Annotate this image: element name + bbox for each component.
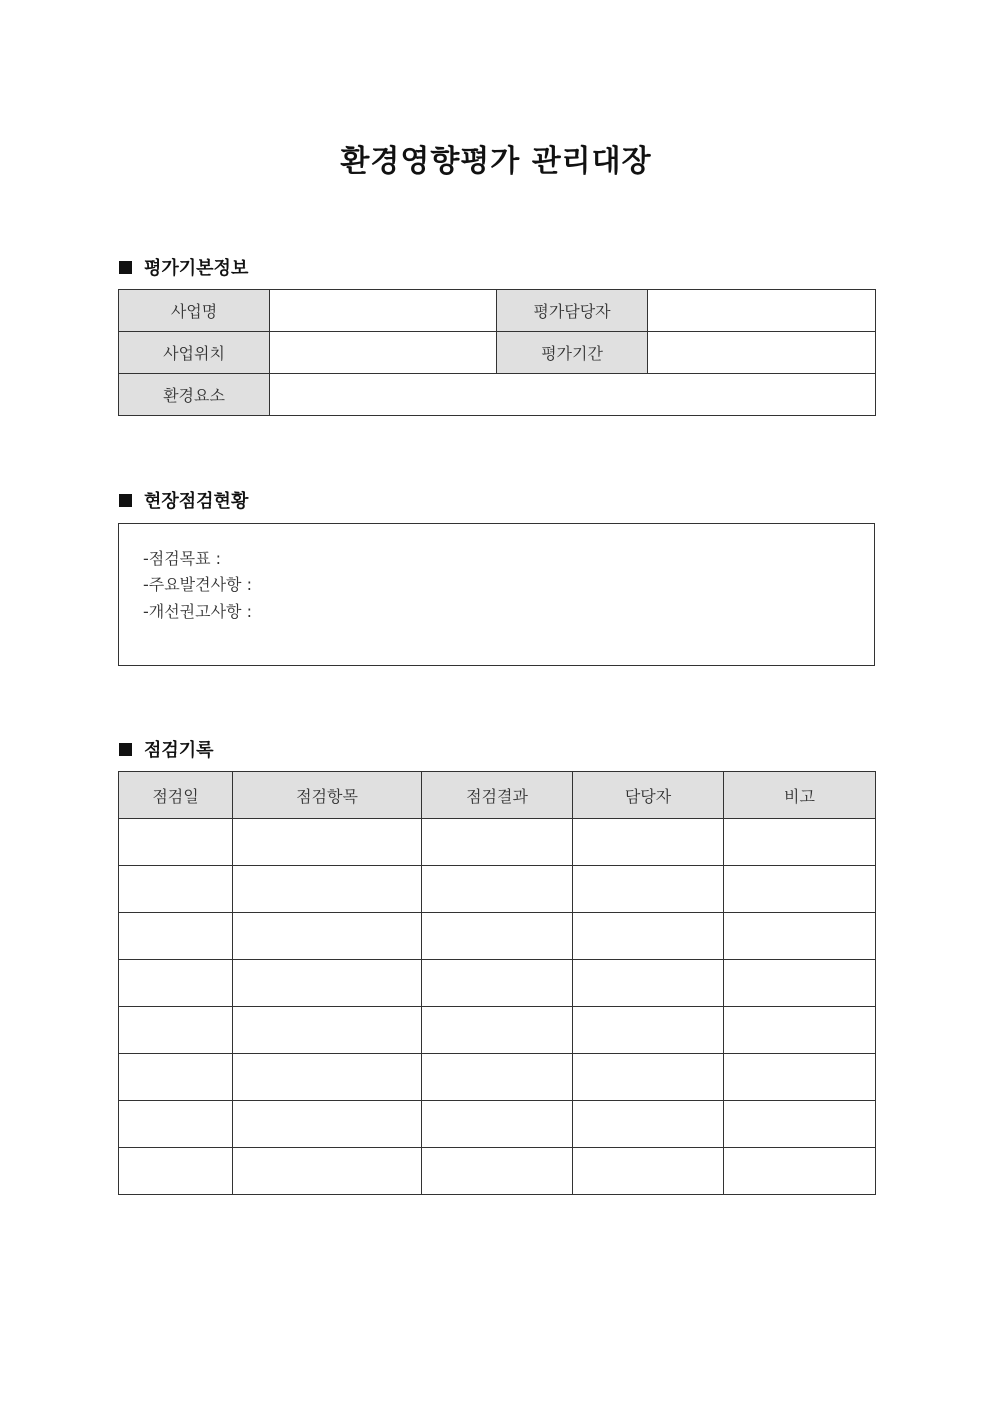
section-heading-basic-info [119,254,248,280]
table-row [119,332,876,374]
column-header-result: 점검결과 [422,772,573,819]
table-row [119,290,876,332]
table-cell[interactable] [233,1148,422,1195]
table-cell[interactable] [573,866,724,913]
table-row [119,819,876,866]
table-cell[interactable] [422,1007,573,1054]
period-field[interactable] [648,332,876,374]
table-row [119,1054,876,1101]
table-cell[interactable] [119,866,233,913]
table-row [119,374,876,416]
location-field[interactable] [270,332,497,374]
table-cell[interactable] [422,866,573,913]
table-cell[interactable] [119,1101,233,1148]
column-header-item: 점검항목 [233,772,422,819]
table-cell[interactable] [119,1148,233,1195]
assessor-label: 평가담당자 [497,290,648,332]
inspection-goal-line: -점검목표 : [143,549,222,568]
table-cell[interactable] [573,1148,724,1195]
period-label: 평가기간 [497,332,648,374]
table-cell[interactable] [119,819,233,866]
table-cell[interactable] [119,1007,233,1054]
env-factor-field[interactable] [270,374,876,416]
business-name-field[interactable] [270,290,497,332]
table-cell[interactable] [724,819,876,866]
site-inspection-box[interactable] [118,523,875,666]
business-name-label: 사업명 [119,290,270,332]
table-cell[interactable] [422,1148,573,1195]
table-row [119,866,876,913]
table-cell[interactable] [724,960,876,1007]
table-cell[interactable] [233,960,422,1007]
table-header-row [119,772,876,819]
inspection-records-table [118,771,876,1195]
column-header-remarks: 비고 [724,772,876,819]
table-cell[interactable] [422,960,573,1007]
square-bullet-icon [119,743,132,756]
table-cell[interactable] [724,1101,876,1148]
square-bullet-icon [119,494,132,507]
page-title: 환경영향평가 관리대장 [340,144,652,179]
table-cell[interactable] [724,1054,876,1101]
table-cell[interactable] [233,1007,422,1054]
table-cell[interactable] [573,960,724,1007]
table-cell[interactable] [573,1007,724,1054]
table-cell[interactable] [233,819,422,866]
table-cell[interactable] [573,913,724,960]
table-cell[interactable] [724,866,876,913]
improvement-recommendations-line: -개선권고사항 : [143,602,252,621]
table-cell[interactable] [724,1007,876,1054]
section-heading-label: 점검기록 [144,740,214,761]
table-cell[interactable] [724,913,876,960]
table-cell[interactable] [724,1148,876,1195]
basic-info-table [118,289,876,416]
table-row [119,1101,876,1148]
table-row [119,1007,876,1054]
env-factor-label: 환경요소 [119,374,270,416]
table-cell[interactable] [233,1101,422,1148]
location-label: 사업위치 [119,332,270,374]
table-cell[interactable] [119,960,233,1007]
table-cell[interactable] [422,913,573,960]
table-cell[interactable] [573,1054,724,1101]
section-heading-records [119,736,214,762]
table-cell[interactable] [422,1101,573,1148]
square-bullet-icon [119,261,132,274]
table-row [119,913,876,960]
column-header-date: 점검일 [119,772,233,819]
table-cell[interactable] [119,1054,233,1101]
assessor-field[interactable] [648,290,876,332]
table-row [119,1148,876,1195]
section-heading-site-inspection [119,487,248,513]
table-cell[interactable] [233,866,422,913]
table-row [119,960,876,1007]
section-heading-label: 평가기본정보 [144,258,249,279]
section-heading-label: 현장점검현황 [144,491,249,512]
table-cell[interactable] [422,1054,573,1101]
column-header-manager: 담당자 [573,772,724,819]
table-cell[interactable] [233,913,422,960]
table-cell[interactable] [233,1054,422,1101]
table-cell[interactable] [573,819,724,866]
table-cell[interactable] [119,913,233,960]
key-findings-line: -주요발견사항 : [143,575,252,594]
table-cell[interactable] [573,1101,724,1148]
table-cell[interactable] [422,819,573,866]
